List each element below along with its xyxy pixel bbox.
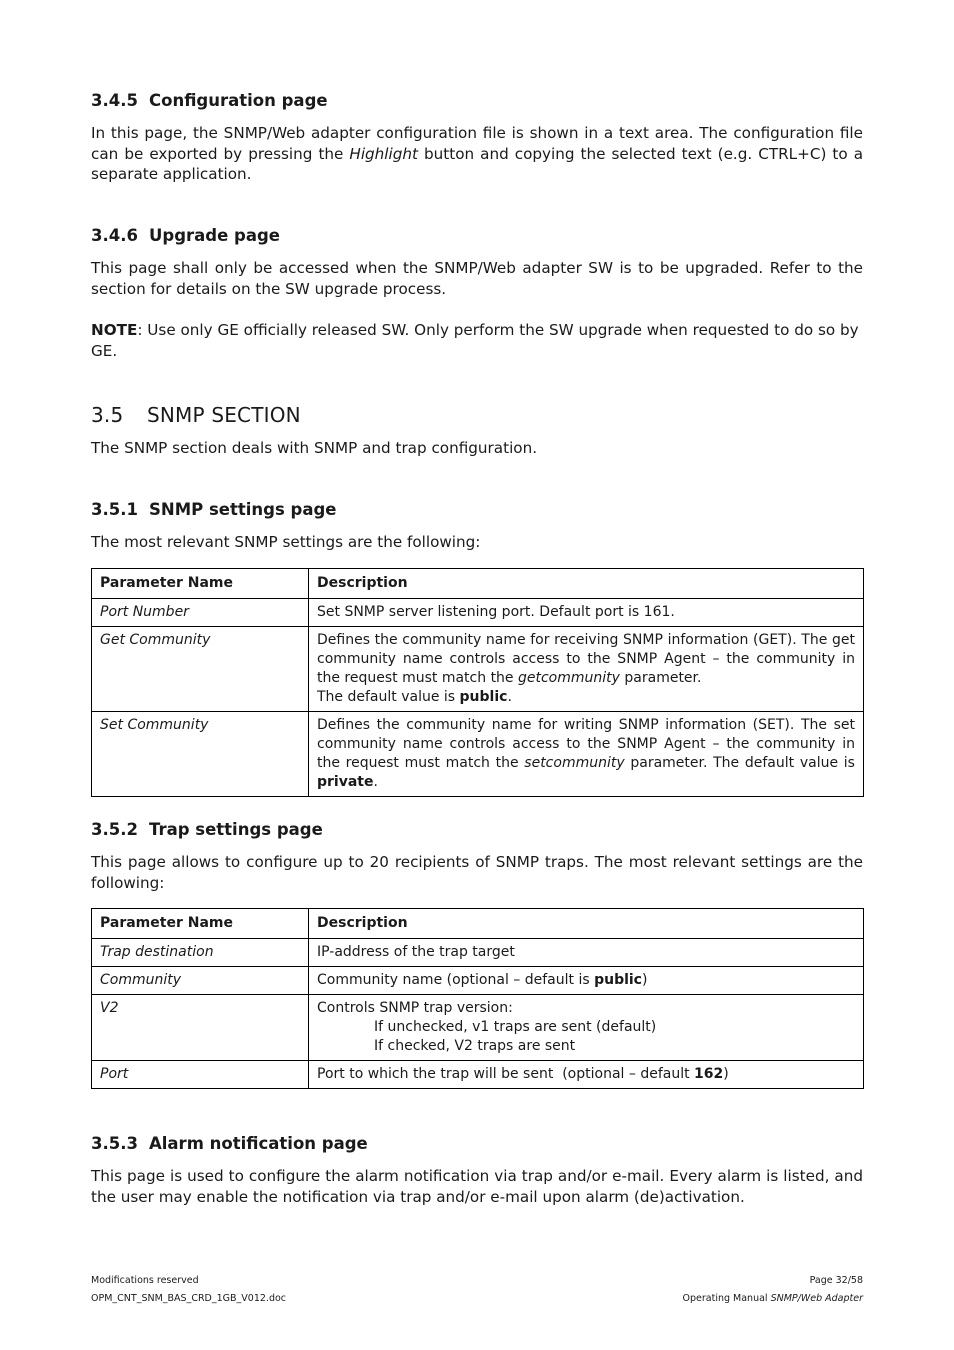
section-title: Configuration page <box>149 91 328 110</box>
section-title: SNMP settings page <box>149 500 337 519</box>
default-value: private <box>317 774 374 790</box>
section-number: 3.5 <box>91 403 124 427</box>
section-number: 3.4.5 <box>91 91 138 110</box>
section-3-5-2 <box>91 820 863 840</box>
text: Port to which the trap will be sent (optional – default <box>317 1066 695 1082</box>
section-3-4-6-body <box>91 258 863 299</box>
text: parameter. The default value is <box>624 755 855 771</box>
param-desc <box>309 1061 864 1089</box>
footer-rights: Modifications reserved <box>91 1275 199 1286</box>
table-row <box>92 995 864 1061</box>
paragraph <box>91 123 863 185</box>
default-value: public <box>594 972 642 988</box>
footer-filename: OPM_CNT_SNM_BAS_CRD_1GB_V012.doc <box>91 1293 287 1304</box>
section-heading <box>91 403 863 427</box>
note <box>91 320 863 361</box>
note-label: NOTE <box>91 321 138 339</box>
trap-settings-table <box>91 908 864 1089</box>
param-desc <box>309 627 864 712</box>
column-header: Parameter Name <box>92 569 309 599</box>
default-value: 162 <box>694 1066 724 1082</box>
default-value: public <box>459 689 508 705</box>
section-number: 3.4.6 <box>91 226 138 245</box>
paragraph: This page allows to configure up to 20 recipients of SNMP traps. The most relevant settings are the following: <box>91 853 863 892</box>
column-header: Description <box>309 569 864 599</box>
text: Defines the community name for receiving SNMP information (GET). The get community name controls access to the SNMP Agent – the community in the request must match the <box>317 632 855 686</box>
table-row <box>92 939 864 967</box>
section-title: Upgrade page <box>149 226 280 245</box>
text: . <box>373 774 378 790</box>
text: Community name (optional – default is <box>317 972 595 988</box>
section-number: 3.5.2 <box>91 820 138 839</box>
paragraph: This page shall only be accessed when the SNMP/Web adapter SW is to be upgraded. Refer to the section for details on the SW upgrade process. <box>91 259 863 298</box>
emphasis: Highlight <box>349 144 418 163</box>
param-name: Port Number <box>92 599 309 627</box>
section-3-5-body <box>91 438 863 459</box>
param-desc: IP-address of the trap target <box>309 939 864 967</box>
table-header-row <box>92 569 864 599</box>
section-heading <box>91 500 863 520</box>
table-row <box>92 712 864 797</box>
param-name: Trap destination <box>92 939 309 967</box>
table-header-row <box>92 909 864 939</box>
emphasis: SNMP/Web Adapter <box>770 1293 863 1304</box>
indented-line: If unchecked, v1 traps are sent (default) <box>374 1019 657 1035</box>
section-3-4-6 <box>91 226 863 246</box>
param-desc <box>309 712 864 797</box>
trap-settings-table-wrap <box>91 908 863 1089</box>
table-row <box>92 599 864 627</box>
table-row <box>92 1061 864 1089</box>
text: Controls SNMP trap version: <box>317 1000 513 1016</box>
section-3-5 <box>91 403 863 427</box>
emphasis: setcommunity <box>524 755 625 771</box>
text: The default value is <box>317 689 460 705</box>
section-3-4-5-body <box>91 123 863 185</box>
snmp-settings-table <box>91 568 864 797</box>
paragraph: The most relevant SNMP settings are the following: <box>91 533 481 551</box>
section-3-5-3 <box>91 1134 863 1154</box>
param-name: V2 <box>92 995 309 1061</box>
column-header: Parameter Name <box>92 909 309 939</box>
text: . <box>507 689 512 705</box>
note-paragraph <box>91 320 863 361</box>
text: ) <box>641 972 648 988</box>
section-heading <box>91 91 863 111</box>
indented-line: If checked, V2 traps are sent <box>374 1038 576 1054</box>
paragraph: This page is used to configure the alarm notification via trap and/or e-mail. Every alarm is listed, and the user may enable the notification via trap and/or e-mail upon alarm (de)activation. <box>91 1167 863 1206</box>
section-heading <box>91 226 863 246</box>
param-desc: Set SNMP server listening port. Default port is 161. <box>309 599 864 627</box>
emphasis: getcommunity <box>518 670 620 686</box>
param-name: Port <box>92 1061 309 1089</box>
section-number: 3.5.1 <box>91 500 138 519</box>
text: parameter. <box>619 670 702 686</box>
section-heading <box>91 820 863 840</box>
column-header: Description <box>309 909 864 939</box>
section-number: 3.5.3 <box>91 1134 138 1153</box>
table-row <box>92 627 864 712</box>
param-desc <box>309 995 864 1061</box>
footer-left <box>91 1274 286 1305</box>
param-name: Community <box>92 967 309 995</box>
footer-page-number: Page 32/58 <box>809 1275 863 1286</box>
section-3-5-1 <box>91 500 863 520</box>
text: button and copying the selected text (e.g. CTRL+C) to a separate application. <box>91 144 864 183</box>
section-3-5-2-body <box>91 852 863 893</box>
section-title: Alarm notification page <box>149 1134 368 1153</box>
footer-doc-title <box>683 1292 863 1305</box>
text: Defines the community name for writing SNMP information (SET). The set community name controls access to the SNMP Agent – the community in the request must match the <box>317 717 855 771</box>
section-title: SNMP SECTION <box>147 403 301 427</box>
footer-right <box>683 1274 863 1305</box>
section-3-5-1-body <box>91 532 863 553</box>
section-3-5-3-body <box>91 1166 863 1207</box>
section-heading <box>91 1134 863 1154</box>
param-name: Get Community <box>92 627 309 712</box>
param-desc <box>309 967 864 995</box>
section-title: Trap settings page <box>149 820 323 839</box>
section-3-4-5 <box>91 91 863 111</box>
text: In this page, the SNMP/Web adapter configuration file is shown in a text area. The configuration file can be exported by pressing the <box>91 124 863 163</box>
text: Operating Manual <box>682 1293 771 1304</box>
paragraph: The SNMP section deals with SNMP and trap configuration. <box>91 439 538 457</box>
note-text: : Use only GE officially released SW. Only perform the SW upgrade when requested to do so by GE. <box>91 321 859 360</box>
table-row <box>92 967 864 995</box>
snmp-settings-table-wrap <box>91 568 863 797</box>
text: ) <box>723 1066 729 1082</box>
param-name: Set Community <box>92 712 309 797</box>
